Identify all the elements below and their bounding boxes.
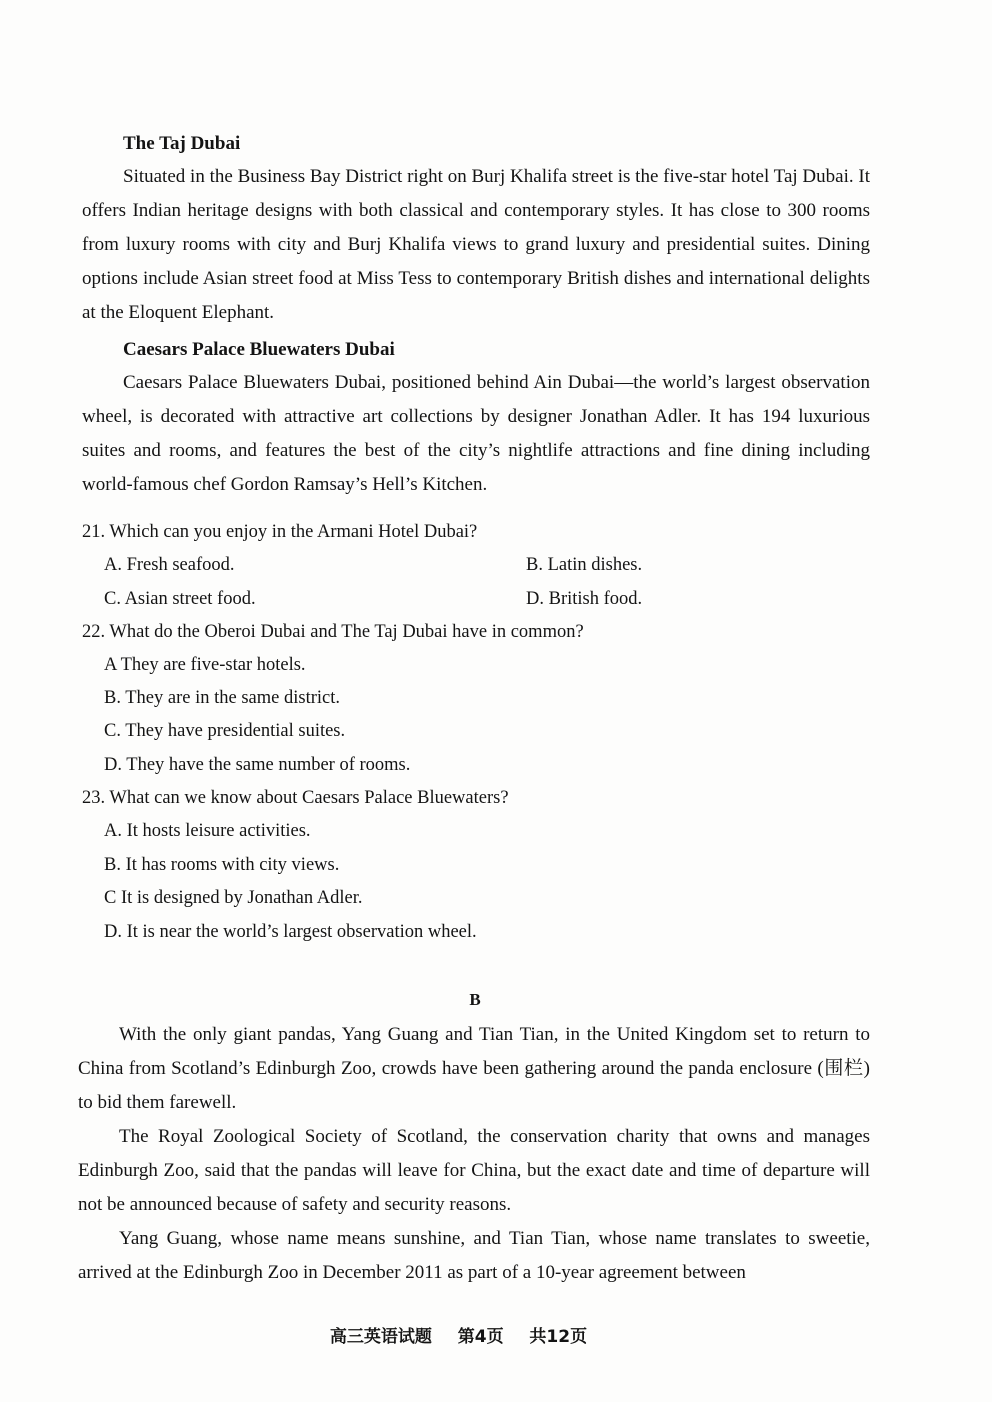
question-21-option-c: C. Asian street food. — [104, 589, 256, 609]
taj-paragraph: Situated in the Business Bay District right on Burj Khalifa street is the five-star hotel Taj Dubai. It offers Indian heritage designs with both classical and contemporary styles. It has close to 300 rooms from luxury rooms with city and Burj Khalifa views to grand luxury and presidential suites. Dining options include Asian street food at Miss Tess to contemporary British dishes and international delights at the Eloquent Elephant. — [82, 166, 870, 323]
question-22-option-b: B. They are in the same district. — [104, 688, 340, 708]
question-23-option-c: C It is designed by Jonathan Adler. — [104, 888, 363, 908]
question-23-stem: 23. What can we know about Caesars Palace Bluewaters? — [82, 788, 509, 808]
passage-b-paragraph-1: With the only giant pandas, Yang Guang and Tian Tian, in the United Kingdom set to return to China from Scotland’s Edinburgh Zoo, crowds have been gathering around the panda enclosure (围栏) to bid them farewell. — [78, 1024, 870, 1113]
footer-page-number: 第4页 — [457, 1327, 504, 1347]
footer-subject: 高三英语试题 — [329, 1327, 432, 1347]
taj-heading: The Taj Dubai — [123, 133, 241, 154]
caesars-heading: Caesars Palace Bluewaters Dubai — [123, 339, 395, 360]
caesars-paragraph: Caesars Palace Bluewaters Dubai, positioned behind Ain Dubai—the world’s largest observation wheel, is decorated with attractive art collections by designer Jonathan Adler. It has 194 luxurious suites and rooms, and features the best of the city’s nightlife attractions and fine dining including world-famous chef Gordon Ramsay’s Hell’s Kitchen. — [82, 372, 870, 495]
question-21-option-b: B. Latin dishes. — [526, 555, 643, 575]
question-21-option-a: A. Fresh seafood. — [104, 555, 235, 575]
passage-b-paragraph-3: Yang Guang, whose name means sunshine, and Tian Tian, whose name translates to sweetie, arrived at the Edinburgh Zoo in December 2011 as part of a 10-year agreement between — [78, 1228, 870, 1283]
question-22-option-a: A They are five-star hotels. — [104, 655, 306, 675]
question-23-option-b: B. It has rooms with city views. — [104, 855, 340, 875]
question-22-stem: 22. What do the Oberoi Dubai and The Taj Dubai have in common? — [82, 622, 584, 642]
footer-total-pages: 共12页 — [529, 1327, 588, 1347]
page-footer — [0, 1322, 917, 1347]
passage-b-paragraph-2: The Royal Zoological Society of Scotland, the conservation charity that owns and manages Edinburgh Zoo, said that the pandas will leave for China, but the exact date and time of departure will not be announced because of safety and security reasons. — [78, 1126, 870, 1215]
section-b-letter: B — [469, 990, 481, 1009]
question-22-option-c: C. They have presidential suites. — [104, 721, 346, 741]
question-23-option-d: D. It is near the world’s largest observation wheel. — [104, 922, 477, 942]
question-23-option-a: A. It hosts leisure activities. — [104, 821, 311, 841]
question-22-option-d: D. They have the same number of rooms. — [104, 755, 411, 775]
question-21-option-d: D. British food. — [526, 589, 643, 609]
question-21-stem: 21. Which can you enjoy in the Armani Hotel Dubai? — [82, 522, 478, 542]
